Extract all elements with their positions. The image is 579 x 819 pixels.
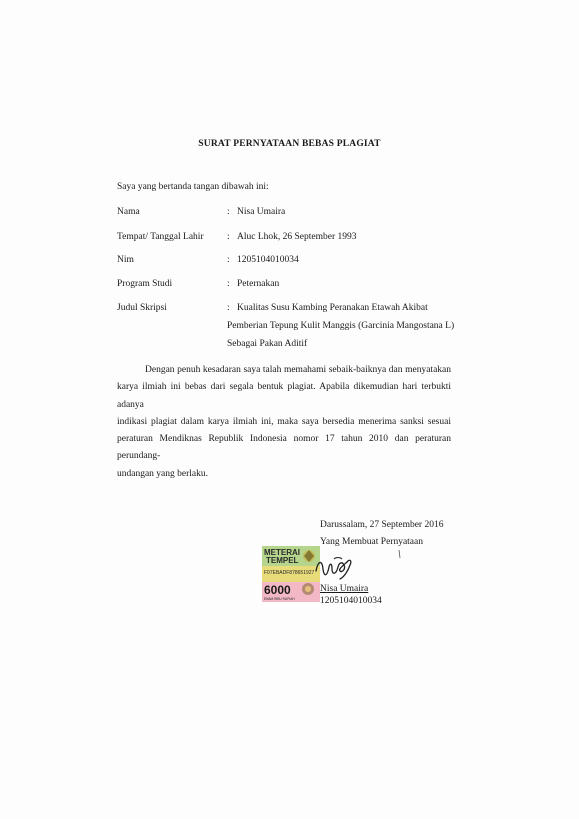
- field-label: Nama: [117, 207, 140, 217]
- document-title: SURAT PERNYATAAN BEBAS PLAGIAT: [198, 139, 381, 149]
- statement-paragraph: [117, 362, 451, 483]
- intro-text: Saya yang bertanda tangan dibawah ini:: [117, 182, 269, 192]
- field-value: Aluc Lhok, 26 September 1993: [237, 232, 357, 242]
- field-label: Judul Skripsi: [117, 303, 167, 313]
- field-value: 1205104010034: [237, 255, 299, 265]
- signer-role: Yang Membuat Pernyataan: [320, 537, 423, 547]
- judul-continuation: Pemberian Tepung Kulit Manggis (Garcinia Mangostana L): [227, 321, 455, 331]
- stamp-value: 6000: [264, 583, 291, 597]
- paragraph-line: undangan yang berlaku.: [117, 468, 209, 479]
- field-value: Kualitas Susu Kambing Peranakan Etawah Akibat: [237, 303, 428, 313]
- field-label: Program Studi: [117, 279, 173, 289]
- stamp-title: METERAI: [264, 548, 300, 557]
- field-colon: :: [227, 232, 230, 242]
- paragraph-line: indikasi plagiat dalam karya ilmiah ini, maka saya bersedia menerima sanksi sesuai: [117, 416, 451, 427]
- signer-nim: 1205104010034: [320, 596, 382, 606]
- field-colon: :: [227, 207, 230, 217]
- field-colon: :: [227, 303, 230, 313]
- handwritten-signature: [314, 553, 354, 585]
- judul-continuation: Sebagai Pakan Aditif: [227, 339, 308, 349]
- field-colon: :: [227, 255, 230, 265]
- meterai-stamp: [262, 546, 320, 602]
- place-date: Darussalam, 27 September 2016: [320, 520, 444, 530]
- tick-mark: [398, 550, 401, 558]
- stamp-value-caption: ENAM RIBU RUPIAH: [264, 597, 295, 601]
- stamp-serial: F07EBADF878651927: [264, 570, 315, 576]
- field-label: Nim: [117, 255, 134, 265]
- paragraph-line: Dengan penuh kesadaran saya talah memahami sebaik-baiknya dan menyatakan: [145, 365, 451, 375]
- field-label: Tempat/ Tanggal Lahir: [117, 232, 204, 242]
- signer-name: Nisa Umaira: [320, 584, 369, 594]
- field-value: Nisa Umaira: [237, 207, 286, 217]
- paragraph-line: karya ilmiah ini bebas dari segala bentuk plagiat. Apabila dikemudian hari terbukti adanya: [117, 382, 451, 410]
- stamp-subtitle: TEMPEL: [266, 556, 299, 565]
- field-colon: :: [227, 279, 230, 289]
- paragraph-line: peraturan Mendiknas Republik Indonesia nomor 17 tahun 2010 dan peraturan perundang-: [117, 434, 451, 462]
- field-value: Peternakan: [237, 279, 280, 289]
